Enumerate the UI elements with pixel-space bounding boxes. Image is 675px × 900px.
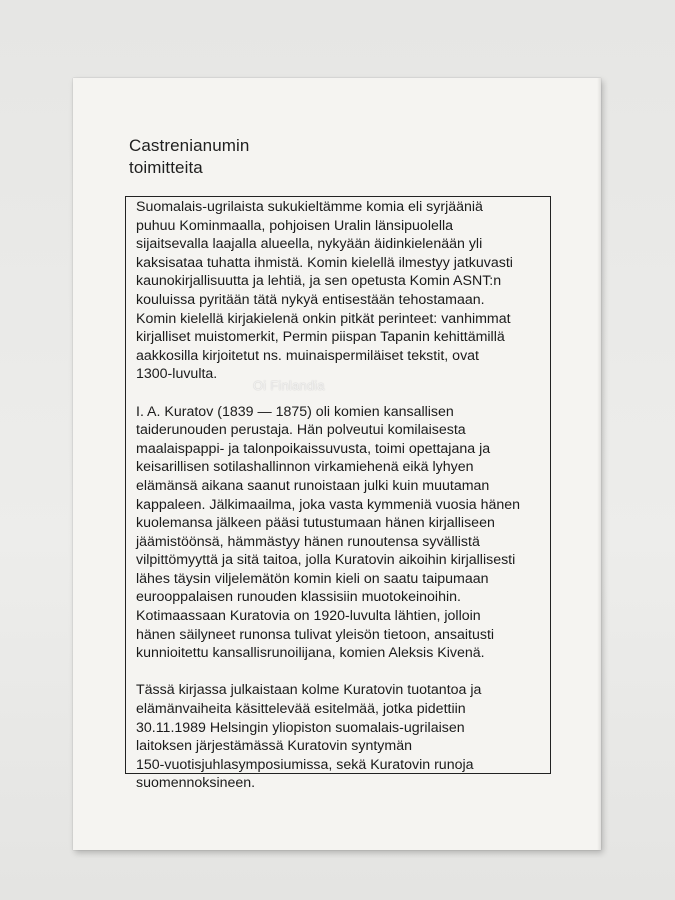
text-line: kirjalliset muistomerkit, Permin piispan Tapanin kehittämillä [136,329,505,346]
text-line: 1300-luvulta. [136,366,218,383]
text-line: elämänsä aikana saanut runoistaan julki kuin muutaman [136,477,490,494]
blurb-text [136,198,556,812]
text-line: kaksisataa tuhatta ihmistä. Komin kielellä ilmestyy jatkuvasti [136,254,513,271]
text-line: kunnioitettu kansallisrunoilijana, komien Aleksis Kivenä. [136,645,485,662]
text-line: kouluissa pyritään tätä nykyä entisestään tehostamaan. [136,291,485,308]
blurb-paragraph-1 [136,198,556,384]
text-line: aakkosilla kirjoitetut ns. muinaispermiläiset tekstit, ovat [136,347,480,364]
text-line: kaunokirjallisuutta ja lehtiä, ja sen opetusta Komin ASNT:n [136,273,502,290]
watermark-text: Oi Finlandia [253,378,325,393]
text-line: I. A. Kuratov (1839 — 1875) oli komien kansallisen [136,403,454,420]
text-line: suomennoksineen. [136,775,256,792]
text-line: keisarillisen sotilashallinnon virkamiehenä eikä lyhyen [136,459,474,476]
text-line: vilpittömyyttä ja sitä taitoa, jolla Kuratovin aikoihin kirjallisesti [136,552,516,569]
series-title [129,135,249,179]
blurb-paragraph-2 [136,403,556,663]
text-line: lähes täysin viljelemätön komin kieli on saatu taipumaan [136,570,489,587]
text-line: kappaleen. Jälkimaailma, joka vasta kymmeniä vuosia hänen [136,496,521,513]
book-back-cover [73,78,601,850]
text-line: Kotimaassaan Kuratovia on 1920-luvulta lähtien, jolloin [136,608,481,625]
text-line: jäämistöönsä, hämmästyy hänen runoutensa syvällistä [136,533,480,550]
text-line: puhuu Kominmaalla, pohjoisen Uralin länsipuolella [136,217,454,234]
text-line: taiderunouden perustaja. Hän polveutui komilaisesta [136,422,466,439]
blurb-paragraph-3 [136,681,556,793]
series-title-line-2: toimitteita [129,158,203,177]
text-line: Tässä kirjassa julkaistaan kolme Kuratovin tuotantoa ja [136,682,482,699]
text-line: maalaispappi- ja talonpoikaissuvusta, toimi opettajana ja [136,440,491,457]
text-line: 150-vuotisjuhlasymposiumissa, sekä Kuratovin runoja [136,756,474,773]
text-line: laitoksen järjestämässä Kuratovin syntymän [136,738,412,755]
text-line: hänen säilyneet runonsa tulivat yleisön tietoon, ansaitusti [136,626,495,643]
text-line: elämänvaiheita käsittelevää esitelmää, jotka pidettiin [136,701,466,718]
text-line: Suomalais-ugrilaista sukukieltämme komia eli syrjääniä [136,199,483,215]
text-line: sijaitsevalla laajalla alueella, nykyään äidinkielenään yli [136,236,483,253]
text-line: eurooppalaisen runouden klassisiin muotokeinoihin. [136,589,461,606]
text-line: 30.11.1989 Helsingin yliopiston suomalais-ugrilaisen [136,719,465,736]
text-line: Komin kielellä kirjakielenä onkin pitkät perinteet: vanhimmat [136,310,511,327]
series-title-line-1: Castrenianumin [129,136,250,155]
text-line: kuolemansa jälkeen pääsi tutustumaan hänen kirjalliseen [136,515,495,532]
